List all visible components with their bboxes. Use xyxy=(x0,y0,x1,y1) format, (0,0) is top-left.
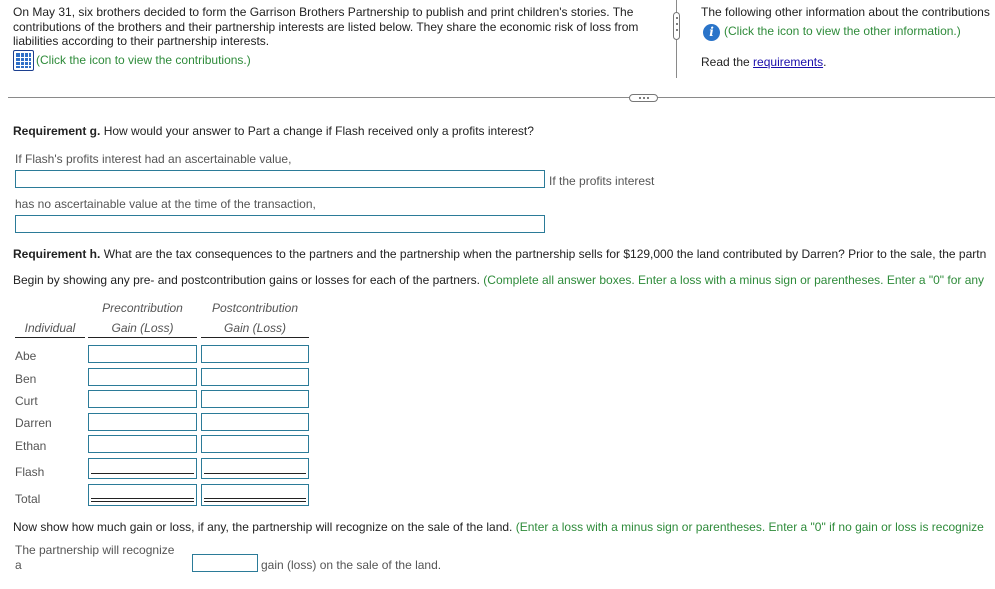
flash-pre-underline xyxy=(91,473,194,474)
total-post-double-line-2 xyxy=(204,501,306,502)
total-pre-double-line-1 xyxy=(91,498,194,499)
row-label-total: Total xyxy=(15,492,41,506)
req-g-answer-1[interactable] xyxy=(15,170,545,188)
req-g-answer-2[interactable] xyxy=(15,215,545,233)
abe-post-input[interactable] xyxy=(201,345,309,363)
darren-post-input[interactable] xyxy=(201,413,309,431)
ben-pre-input[interactable] xyxy=(88,368,197,386)
intro-line-1: On May 31, six brothers decided to form the Garrison Brothers Partnership to publish and print children's stories. The xyxy=(13,5,634,19)
flash-post-underline xyxy=(204,473,306,474)
total-pre-double-line-2 xyxy=(91,501,194,502)
ben-post-input[interactable] xyxy=(201,368,309,386)
row-label-abe: Abe xyxy=(15,349,37,363)
requirements-link[interactable]: requirements xyxy=(753,55,824,69)
row-label-flash: Flash xyxy=(15,465,45,479)
requirement-h xyxy=(13,247,986,261)
begin-instructions xyxy=(13,273,984,287)
requirement-h-question: What are the tax consequences to the partners and the partnership when the partnership sells for $129,000 the land contributed by Darren? Prior to the sale, the partn xyxy=(103,247,987,261)
total-post-input[interactable] xyxy=(201,484,309,506)
flash-pre-input[interactable] xyxy=(88,458,197,479)
period: . xyxy=(823,55,827,69)
col-post-top: Postcontribution xyxy=(211,301,299,315)
row-label-darren: Darren xyxy=(15,416,52,430)
recognize-line-1: The partnership will recognize xyxy=(15,543,175,557)
requirement-h-label: Requirement h. xyxy=(13,247,101,261)
horizontal-splitter xyxy=(8,97,995,98)
horizontal-splitter-handle[interactable] xyxy=(629,94,658,102)
total-pre-input[interactable] xyxy=(88,484,197,506)
curt-post-input[interactable] xyxy=(201,390,309,408)
contributions-hint[interactable]: (Click the icon to view the contributions.) xyxy=(36,53,251,67)
requirement-g-label: Requirement g. xyxy=(13,124,101,138)
recognize-suffix: gain (loss) on the sale of the land. xyxy=(261,558,442,572)
req-g-line-1: If Flash's profits interest had an ascertainable value, xyxy=(15,152,292,166)
col-post-bottom: Gain (Loss) xyxy=(223,321,287,335)
req-g-mid-text: If the profits interest xyxy=(549,174,655,188)
now-show-instructions xyxy=(13,520,984,534)
read-the-text: Read the xyxy=(701,55,750,69)
requirement-g-question: How would your answer to Part a change if Flash received only a profits interest? xyxy=(103,124,534,138)
intro-line-3: liabilities according to their partnership interests. xyxy=(13,34,270,48)
intro-line-2: contributions of the brothers and their partnership interests are listed below. They share the economic risk of loss from xyxy=(13,20,639,34)
col-pre-bottom: Gain (Loss) xyxy=(111,321,174,335)
now-show-text: Now show how much gain or loss, if any, the partnership will recognize on the sale of the land. xyxy=(13,520,513,534)
flash-post-input[interactable] xyxy=(201,458,309,479)
header-rule-pre xyxy=(88,337,197,338)
read-requirements xyxy=(701,55,826,69)
curt-pre-input[interactable] xyxy=(88,390,197,408)
row-label-ben: Ben xyxy=(15,372,37,386)
requirement-g xyxy=(13,124,534,138)
contributions-table-icon[interactable] xyxy=(13,50,34,71)
col-pre-top: Precontribution xyxy=(102,301,183,315)
darren-pre-input[interactable] xyxy=(88,413,197,431)
req-g-line-2: has no ascertainable value at the time of the transaction, xyxy=(15,197,316,211)
abe-pre-input[interactable] xyxy=(88,345,197,363)
other-info-text: The following other information about the contributions xyxy=(701,5,990,19)
other-info-hint[interactable]: (Click the icon to view the other information.) xyxy=(724,24,961,38)
header-rule-post xyxy=(201,337,309,338)
col-individual: Individual xyxy=(24,321,76,335)
begin-hint: (Complete all answer boxes. Enter a loss with a minus sign or parentheses. Enter a "0" for any xyxy=(483,273,985,287)
header-rule-individual xyxy=(15,337,85,338)
recognize-line-2: a xyxy=(15,558,22,572)
now-show-hint: (Enter a loss with a minus sign or parentheses. Enter a "0" if no gain or loss is recognize xyxy=(515,520,984,534)
ethan-post-input[interactable] xyxy=(201,435,309,453)
begin-text: Begin by showing any pre- and postcontribution gains or losses for each of the partners. xyxy=(13,273,480,287)
info-icon[interactable]: i xyxy=(703,24,720,41)
ethan-pre-input[interactable] xyxy=(88,435,197,453)
total-post-double-line-1 xyxy=(204,498,306,499)
row-label-curt: Curt xyxy=(15,394,38,408)
row-label-ethan: Ethan xyxy=(15,439,47,453)
partnership-gain-input[interactable] xyxy=(192,554,258,572)
vertical-splitter-handle[interactable] xyxy=(673,12,680,40)
